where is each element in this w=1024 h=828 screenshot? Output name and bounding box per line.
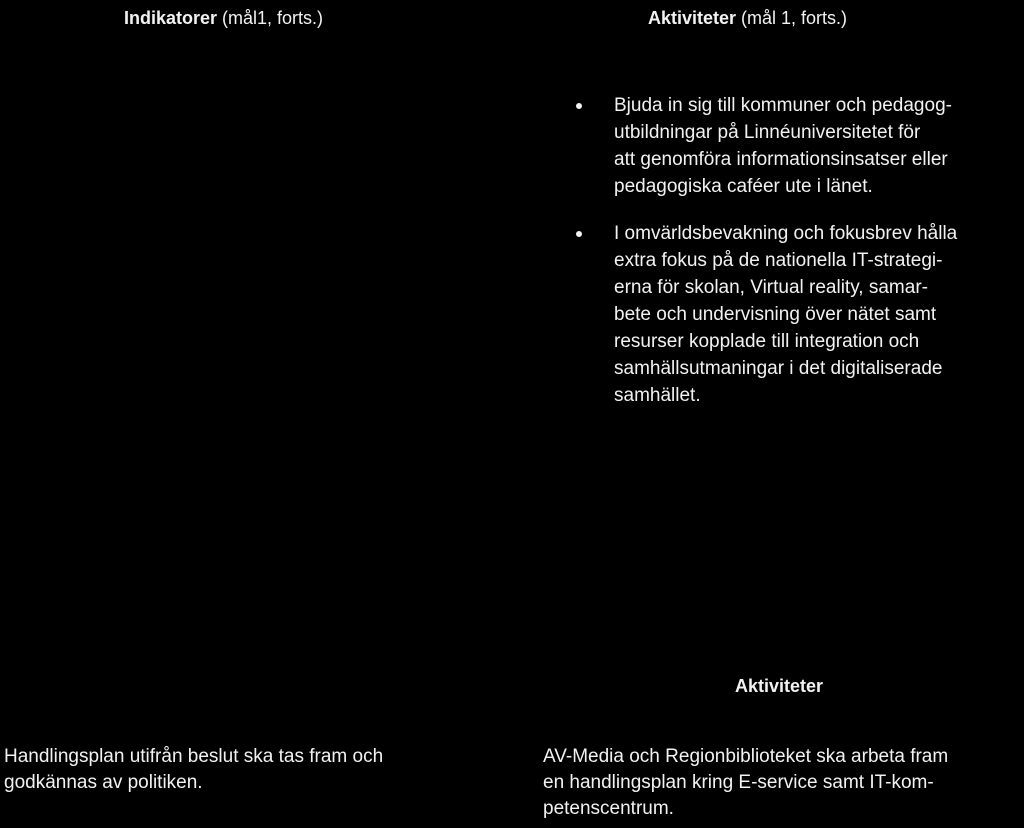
paragraph-line: Handlingsplan utifrån beslut ska tas fram och bbox=[4, 746, 384, 767]
bullet-line: erna för skolan, Virtual reality, samar- bbox=[614, 277, 928, 298]
bullet-line: utbildningar på Linnéuniversitetet för bbox=[614, 122, 921, 143]
indicators-heading-title: Indikatorer bbox=[124, 8, 218, 28]
indicators-heading bbox=[124, 6, 323, 30]
bullet-line: I omvärldsbevakning och fokusbrev hålla bbox=[614, 223, 958, 244]
activities-heading-title: Aktiviteter bbox=[648, 8, 737, 28]
activities-section-heading: Aktiviteter bbox=[735, 676, 824, 696]
bullet-line: Bjuda in sig till kommuner och pedagog- bbox=[614, 95, 952, 116]
bullet-line: resurser kopplade till integration och bbox=[614, 331, 920, 352]
bullet-line: bete och undervisning över nätet samt bbox=[614, 304, 937, 325]
paragraph-line: godkännas av politiken. bbox=[4, 772, 203, 793]
bullet-dot-icon bbox=[576, 103, 582, 109]
paragraph-line: AV-Media och Regionbiblioteket ska arbeta fram bbox=[543, 746, 949, 767]
bullet-line: att genomföra informationsinsatser eller bbox=[614, 149, 948, 170]
bullet-item bbox=[570, 92, 1010, 200]
paragraph-line: en handlingsplan kring E-service samt IT-kom- bbox=[543, 772, 934, 793]
indicator-paragraph bbox=[4, 744, 383, 796]
bullet-line: samhället. bbox=[614, 385, 701, 406]
bullet-line: pedagogiska caféer ute i länet. bbox=[614, 176, 873, 197]
paragraph-line: petenscentrum. bbox=[543, 798, 674, 819]
activities-bullet-list bbox=[570, 92, 1010, 429]
bullet-item bbox=[570, 220, 1010, 409]
bullet-line: extra fokus på de nationella IT-strategi- bbox=[614, 250, 943, 271]
activities-heading-subtitle: (mål 1, forts.) bbox=[736, 8, 848, 28]
activity-paragraph bbox=[543, 744, 948, 822]
activities-heading bbox=[648, 6, 847, 30]
indicators-heading-subtitle: (mål1, forts.) bbox=[217, 8, 324, 28]
bullet-line: samhällsutmaningar i det digitaliserade bbox=[614, 358, 943, 379]
bullet-dot-icon bbox=[576, 231, 582, 237]
